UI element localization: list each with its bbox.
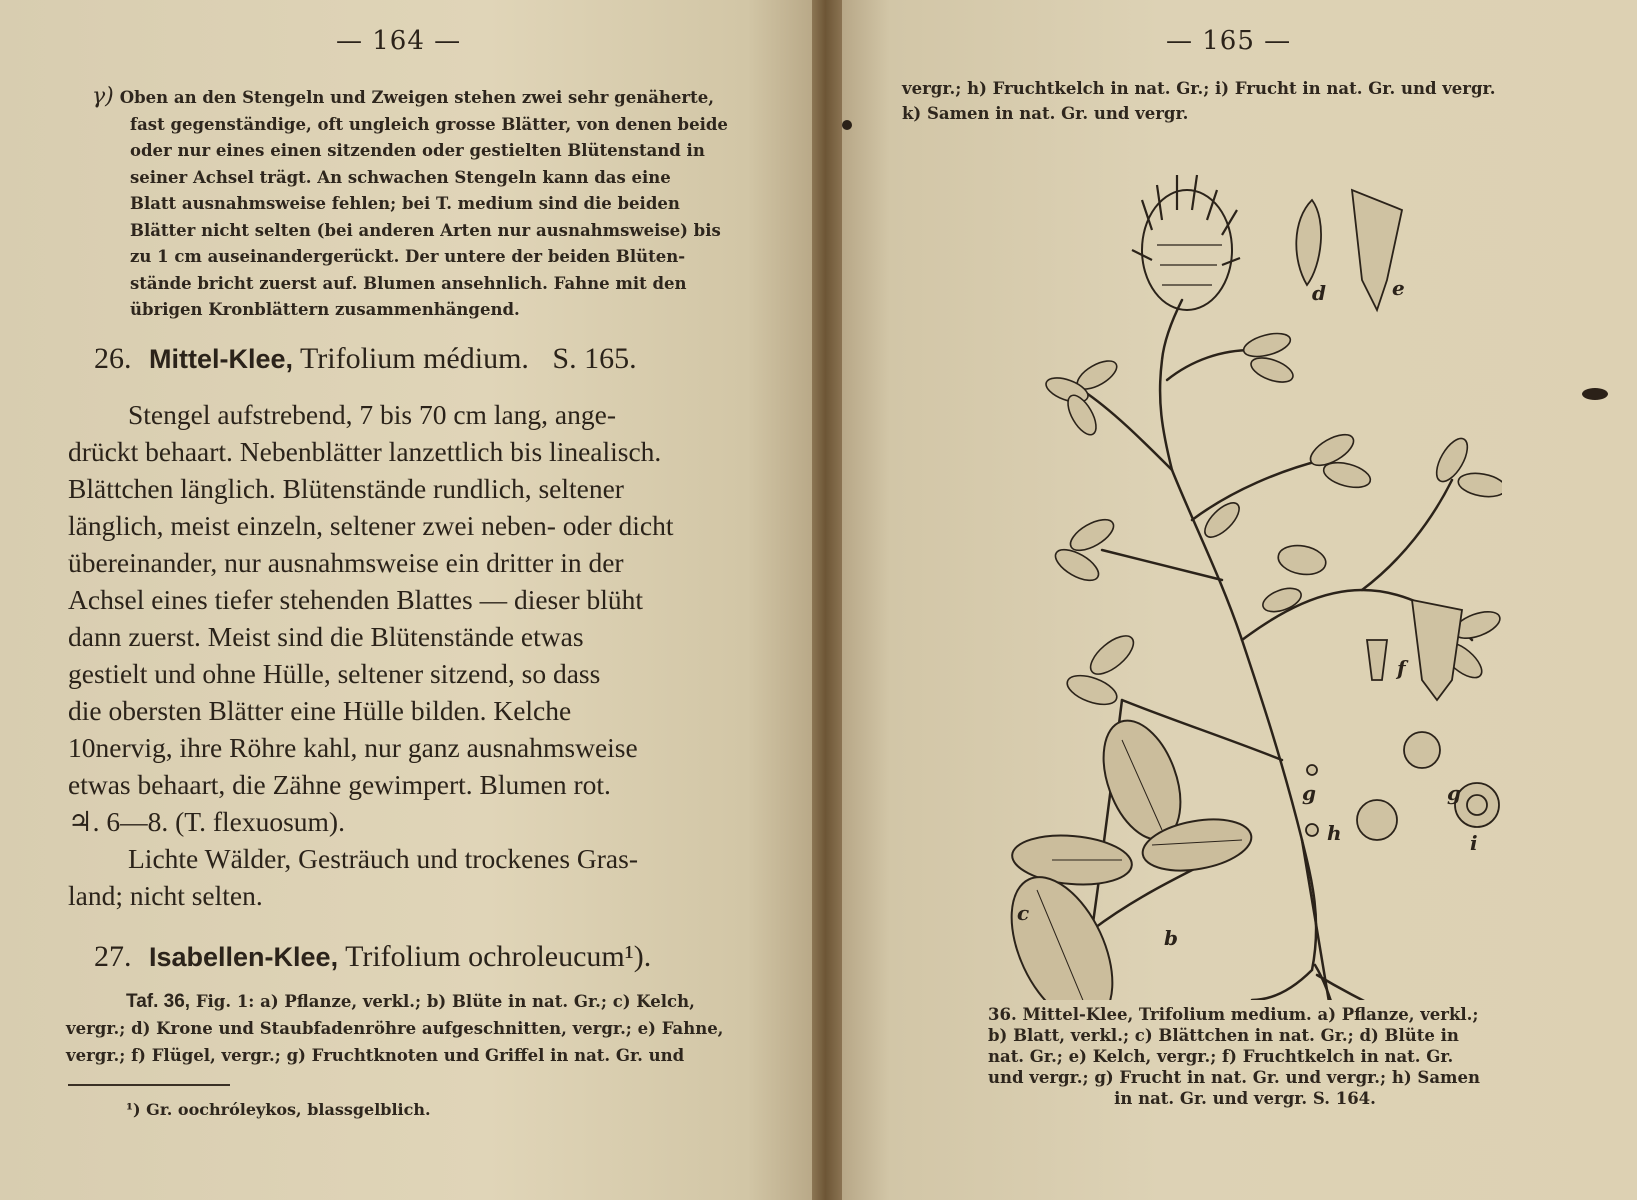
gamma-line: seiner Achsel trägt. An schwachen Stengeln kann das eine	[130, 167, 671, 187]
caption-line: und vergr.; g) Frucht in nat. Gr. und vergr.; h) Samen	[988, 1068, 1480, 1087]
caption-line: nat. Gr.; e) Kelch, vergr.; f) Fruchtkelch in nat. Gr.	[988, 1047, 1454, 1066]
description-line: etwas behaart, die Zähne gewimpert. Blumen rot.	[68, 769, 611, 800]
figure-letter-c: c	[1017, 901, 1030, 925]
page-number-164: — 164 —	[336, 26, 462, 56]
latin-name: Trifolium médium.	[300, 342, 529, 375]
continued-line: vergr.; h) Fruchtkelch in nat. Gr.; i) Frucht in nat. Gr. und vergr.	[902, 79, 1496, 98]
gamma-line: oder nur eines einen sitzenden oder gestielten Blütenstand in	[130, 141, 705, 160]
description-line: länglich, meist einzeln, seltener zwei neben- oder dicht	[68, 510, 674, 541]
plate-label: Taf. 36,	[126, 991, 191, 1012]
gamma-paragraph	[92, 84, 756, 324]
footnote-rule	[68, 1084, 230, 1086]
right-page	[842, 0, 1637, 1200]
clover-illustration	[982, 140, 1502, 1000]
description-line: ♃. 6—8. (T. flexuosum).	[68, 806, 345, 837]
description-line: Blättchen länglich. Blütenstände rundlich, seltener	[68, 473, 624, 504]
entry-26-heading	[94, 342, 637, 376]
book-gutter	[812, 0, 842, 1200]
description-line: Stengel aufstrebend, 7 bis 70 cm lang, ange-	[128, 399, 616, 430]
common-name: Mittel-Klee,	[149, 344, 294, 374]
common-name: Isabellen-Klee,	[149, 942, 339, 972]
figure-letter-f: f	[1397, 656, 1406, 680]
gamma-symbol: γ)	[92, 84, 114, 109]
gamma-line: Oben an den Stengeln und Zweigen stehen zwei sehr genäherte,	[119, 88, 714, 107]
description-line: die obersten Blätter eine Hülle bilden. Kelche	[68, 695, 572, 726]
gamma-line: stände bricht zuerst auf. Blumen ansehnlich. Fahne mit den	[130, 273, 687, 293]
latin-name: Trifolium ochroleucum¹).	[345, 940, 652, 973]
description-line: dann zuerst. Meist sind die Blütenstände etwas	[68, 621, 584, 652]
figure-letter-i: i	[1470, 831, 1478, 855]
entry-number: 26.	[94, 342, 132, 375]
caption-line: b) Blatt, verkl.; c) Blättchen in nat. Gr.; d) Blüte in	[988, 1026, 1459, 1045]
left-page	[0, 0, 812, 1200]
description-line: 10nervig, ihre Röhre kahl, nur ganz ausnahmsweise	[68, 732, 638, 763]
plate-legend	[66, 988, 758, 1069]
description-line: drückt behaart. Nebenblätter lanzettlich bis linealisch.	[68, 436, 662, 467]
entry-26-description	[68, 396, 758, 914]
plate-line: vergr.; d) Krone und Staubfadenröhre aufgeschnitten, vergr.; e) Fahne,	[66, 1019, 724, 1038]
ink-speck	[842, 120, 852, 130]
gamma-line: zu 1 cm auseinandergerückt. Der untere der beiden Blüten-	[130, 247, 686, 266]
figure-letter-b: b	[1164, 926, 1178, 950]
description-line: Achsel eines tiefer stehenden Blattes — dieser blüht	[68, 584, 644, 615]
gamma-line: übrigen Kronblättern zusammenhängend.	[130, 300, 520, 319]
figure-caption	[988, 1004, 1502, 1109]
caption-line: 36. Mittel-Klee, Trifolium medium. a) Pflanze, verkl.;	[988, 1005, 1479, 1024]
figure-letter-e: e	[1392, 276, 1405, 300]
continued-line: k) Samen in nat. Gr. und vergr.	[902, 104, 1189, 123]
gamma-line: Blätter nicht selten (bei anderen Arten nur ausnahmsweise) bis	[130, 220, 721, 240]
page-number-165: — 165 —	[1166, 26, 1292, 56]
gamma-line: Blatt ausnahmsweise fehlen; bei T. medium sind die beiden	[130, 194, 680, 213]
caption-line: in nat. Gr. und vergr. S. 164.	[1114, 1089, 1376, 1108]
plate-line: Fig. 1: a) Pflanze, verkl.; b) Blüte in nat. Gr.; c) Kelch,	[195, 992, 695, 1011]
footnote: ¹) Gr. oochróleykos, blassgelblich.	[126, 1100, 431, 1119]
habitat-line: Lichte Wälder, Gesträuch und trockenes Gras-	[128, 843, 638, 874]
description-line: übereinander, nur ausnahmsweise ein dritter in der	[68, 547, 624, 578]
gamma-line: fast gegenständige, oft ungleich grosse Blätter, von denen beide	[130, 114, 728, 134]
figure-letter-g: g	[1302, 781, 1316, 805]
page-reference: S. 165.	[552, 342, 637, 375]
figure-letter-g: g	[1447, 781, 1461, 805]
ink-speck	[1582, 388, 1608, 400]
description-line: gestielt und ohne Hülle, seltener sitzend, so dass	[68, 658, 601, 689]
plate-line: vergr.; f) Flügel, vergr.; g) Fruchtknoten und Griffel in nat. Gr. und	[66, 1046, 685, 1065]
figure-letter-h: h	[1327, 821, 1342, 845]
habitat-line: land; nicht selten.	[68, 880, 263, 911]
entry-27-heading	[94, 940, 651, 974]
entry-number: 27.	[94, 940, 132, 973]
continued-legend	[902, 76, 1572, 126]
figure-letter-d: d	[1312, 281, 1326, 305]
